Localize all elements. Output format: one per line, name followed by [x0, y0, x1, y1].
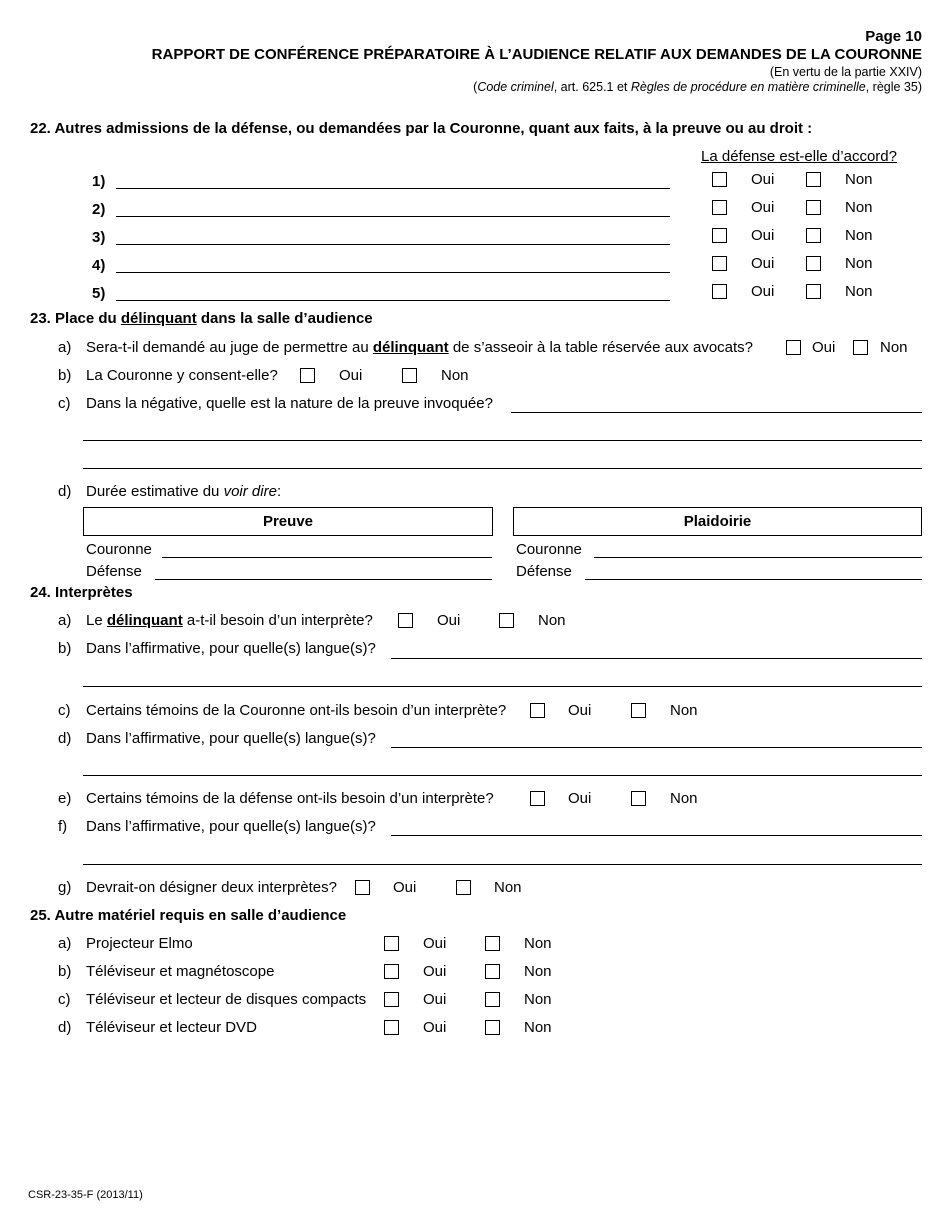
crown-witness-interpreter-yes-checkbox[interactable]	[530, 703, 545, 718]
equipment-yes-checkbox[interactable]	[384, 992, 399, 1007]
two-interpreters-no-checkbox[interactable]	[456, 880, 471, 895]
yes-label: Oui	[751, 171, 775, 188]
agree-yes-checkbox[interactable]	[712, 200, 727, 215]
yes-label: Oui	[393, 879, 417, 896]
yes-label: Oui	[751, 227, 775, 244]
item-letter: g)	[58, 879, 72, 896]
form-subtitle-part: (En vertu de la partie XXIV)	[769, 65, 922, 79]
voir-dire-duration-label: Durée estimative du voir dire:	[86, 483, 282, 500]
no-label: Non	[670, 790, 698, 807]
admission-number: 2)	[92, 201, 106, 218]
no-label: Non	[524, 935, 552, 952]
yes-label: Oui	[751, 199, 775, 216]
yes-label: Oui	[339, 367, 363, 384]
item-letter: d)	[58, 483, 72, 500]
crown-witness-interpreter-question: Certains témoins de la Couronne ont-ils besoin d’un interprète?	[86, 702, 507, 719]
equipment-no-checkbox[interactable]	[485, 936, 500, 951]
evidence-defence-label: Défense	[86, 563, 142, 580]
defence-agree-header: La défense est-elle d’accord?	[701, 148, 897, 165]
equipment-yes-checkbox[interactable]	[384, 964, 399, 979]
agree-no-checkbox[interactable]	[806, 228, 821, 243]
offender-language-input-line[interactable]	[83, 686, 922, 687]
offender-interpreter-question: Le délinquant a-t-il besoin d’un interprète?	[86, 612, 373, 629]
yes-label: Oui	[568, 702, 592, 719]
yes-label: Oui	[568, 790, 592, 807]
item-letter: b)	[58, 367, 72, 384]
crown-consent-question: La Couronne y consent-elle?	[86, 367, 278, 384]
defence-witness-interpreter-question: Certains témoins de la défense ont-ils besoin d’un interprète?	[86, 790, 494, 807]
form-subtitle-legislation: (Code criminel, art. 625.1 et Règles de procédure en matière criminelle, règle 35)	[473, 80, 922, 94]
equipment-yes-checkbox[interactable]	[384, 1020, 399, 1035]
crown-consent-no-checkbox[interactable]	[402, 368, 417, 383]
agree-no-checkbox[interactable]	[806, 200, 821, 215]
agree-yes-checkbox[interactable]	[712, 228, 727, 243]
argument-crown-label: Couronne	[516, 541, 582, 558]
no-label: Non	[845, 199, 873, 216]
evidence-crown-label: Couronne	[86, 541, 152, 558]
agree-yes-checkbox[interactable]	[712, 172, 727, 187]
argument-defence-label: Défense	[516, 563, 572, 580]
no-label: Non	[524, 1019, 552, 1036]
evidence-crown-input-line[interactable]	[162, 557, 492, 558]
no-label: Non	[845, 283, 873, 300]
section-24-title: 24. Interprètes	[30, 584, 133, 601]
admission-input-line[interactable]	[116, 188, 670, 189]
crown-witness-language-input-line[interactable]	[391, 747, 922, 748]
no-label: Non	[845, 227, 873, 244]
no-label: Non	[880, 339, 908, 356]
admission-input-line[interactable]	[116, 272, 670, 273]
no-label: Non	[670, 702, 698, 719]
counsel-table-question: Sera-t-il demandé au juge de permettre au délinquant de s’asseoir à la table réservée aux avocats?	[86, 339, 754, 356]
evidence-nature-input-line[interactable]	[511, 412, 922, 413]
two-interpreters-yes-checkbox[interactable]	[355, 880, 370, 895]
item-letter: d)	[58, 730, 72, 747]
admission-number: 5)	[92, 285, 106, 302]
no-label: Non	[538, 612, 566, 629]
two-interpreters-question: Devrait-on désigner deux interprètes?	[86, 879, 337, 896]
no-label: Non	[845, 255, 873, 272]
defence-witness-interpreter-no-checkbox[interactable]	[631, 791, 646, 806]
evidence-defence-input-line[interactable]	[155, 579, 492, 580]
agree-no-checkbox[interactable]	[806, 256, 821, 271]
counsel-table-yes-checkbox[interactable]	[786, 340, 801, 355]
section-25-title: 25. Autre matériel requis en salle d’audience	[30, 907, 347, 924]
defence-witness-language-input-line[interactable]	[391, 835, 922, 836]
admission-number: 4)	[92, 257, 106, 274]
agree-no-checkbox[interactable]	[806, 284, 821, 299]
no-label: Non	[524, 963, 552, 980]
item-letter: b)	[58, 963, 72, 980]
yes-label: Oui	[437, 612, 461, 629]
evidence-nature-input-line[interactable]	[83, 440, 922, 441]
no-label: Non	[524, 991, 552, 1008]
crown-witness-language-question: Dans l’affirmative, pour quelle(s) langue(s)?	[86, 730, 376, 747]
equipment-no-checkbox[interactable]	[485, 1020, 500, 1035]
admission-input-line[interactable]	[116, 300, 670, 301]
yes-label: Oui	[423, 991, 447, 1008]
equipment-label: Téléviseur et lecteur DVD	[86, 1019, 257, 1036]
crown-witness-language-input-line[interactable]	[83, 775, 922, 776]
item-letter: a)	[58, 339, 72, 356]
page-number: Page 10	[865, 28, 922, 45]
no-label: Non	[845, 171, 873, 188]
argument-defence-input-line[interactable]	[585, 579, 922, 580]
argument-column-header: Plaidoirie	[513, 507, 922, 536]
agree-no-checkbox[interactable]	[806, 172, 821, 187]
defence-witness-interpreter-yes-checkbox[interactable]	[530, 791, 545, 806]
defence-witness-language-input-line[interactable]	[83, 864, 922, 865]
form-title: RAPPORT DE CONFÉRENCE PRÉPARATOIRE À L’AUDIENCE RELATIF AUX DEMANDES DE LA COURONNE	[151, 46, 922, 63]
evidence-nature-question: Dans la négative, quelle est la nature de la preuve invoquée?	[86, 395, 493, 412]
section-22-title: 22. Autres admissions de la défense, ou demandées par la Couronne, quant aux faits, à la preuve ou au droit :	[30, 120, 813, 137]
offender-interpreter-yes-checkbox[interactable]	[398, 613, 413, 628]
equipment-no-checkbox[interactable]	[485, 964, 500, 979]
argument-crown-input-line[interactable]	[594, 557, 922, 558]
crown-witness-interpreter-no-checkbox[interactable]	[631, 703, 646, 718]
counsel-table-no-checkbox[interactable]	[853, 340, 868, 355]
evidence-nature-input-line[interactable]	[83, 468, 922, 469]
agree-yes-checkbox[interactable]	[712, 284, 727, 299]
yes-label: Oui	[423, 1019, 447, 1036]
equipment-no-checkbox[interactable]	[485, 992, 500, 1007]
offender-language-input-line[interactable]	[391, 658, 922, 659]
item-letter: e)	[58, 790, 72, 807]
equipment-label: Projecteur Elmo	[86, 935, 193, 952]
offender-interpreter-no-checkbox[interactable]	[499, 613, 514, 628]
item-letter: b)	[58, 640, 72, 657]
item-letter: c)	[58, 702, 71, 719]
yes-label: Oui	[751, 255, 775, 272]
equipment-label: Téléviseur et magnétoscope	[86, 963, 275, 980]
equipment-yes-checkbox[interactable]	[384, 936, 399, 951]
yes-label: Oui	[423, 935, 447, 952]
admission-number: 1)	[92, 173, 106, 190]
section-23-title: 23. Place du délinquant dans la salle d’audience	[30, 310, 373, 327]
item-letter: c)	[58, 395, 71, 412]
defence-witness-language-question: Dans l’affirmative, pour quelle(s) langue(s)?	[86, 818, 376, 835]
item-letter: d)	[58, 1019, 72, 1036]
no-label: Non	[441, 367, 469, 384]
admission-input-line[interactable]	[116, 216, 670, 217]
admission-input-line[interactable]	[116, 244, 670, 245]
crown-consent-yes-checkbox[interactable]	[300, 368, 315, 383]
item-letter: a)	[58, 935, 72, 952]
equipment-label: Téléviseur et lecteur de disques compacts	[86, 991, 367, 1008]
admission-number: 3)	[92, 229, 106, 246]
form-code: CSR-23-35-F (2013/11)	[28, 1189, 143, 1201]
item-letter: f)	[58, 818, 68, 835]
no-label: Non	[494, 879, 522, 896]
agree-yes-checkbox[interactable]	[712, 256, 727, 271]
yes-label: Oui	[751, 283, 775, 300]
evidence-column-header: Preuve	[83, 507, 493, 536]
offender-language-question: Dans l’affirmative, pour quelle(s) langue(s)?	[86, 640, 376, 657]
yes-label: Oui	[423, 963, 447, 980]
item-letter: a)	[58, 612, 72, 629]
item-letter: c)	[58, 991, 71, 1008]
yes-label: Oui	[812, 339, 836, 356]
